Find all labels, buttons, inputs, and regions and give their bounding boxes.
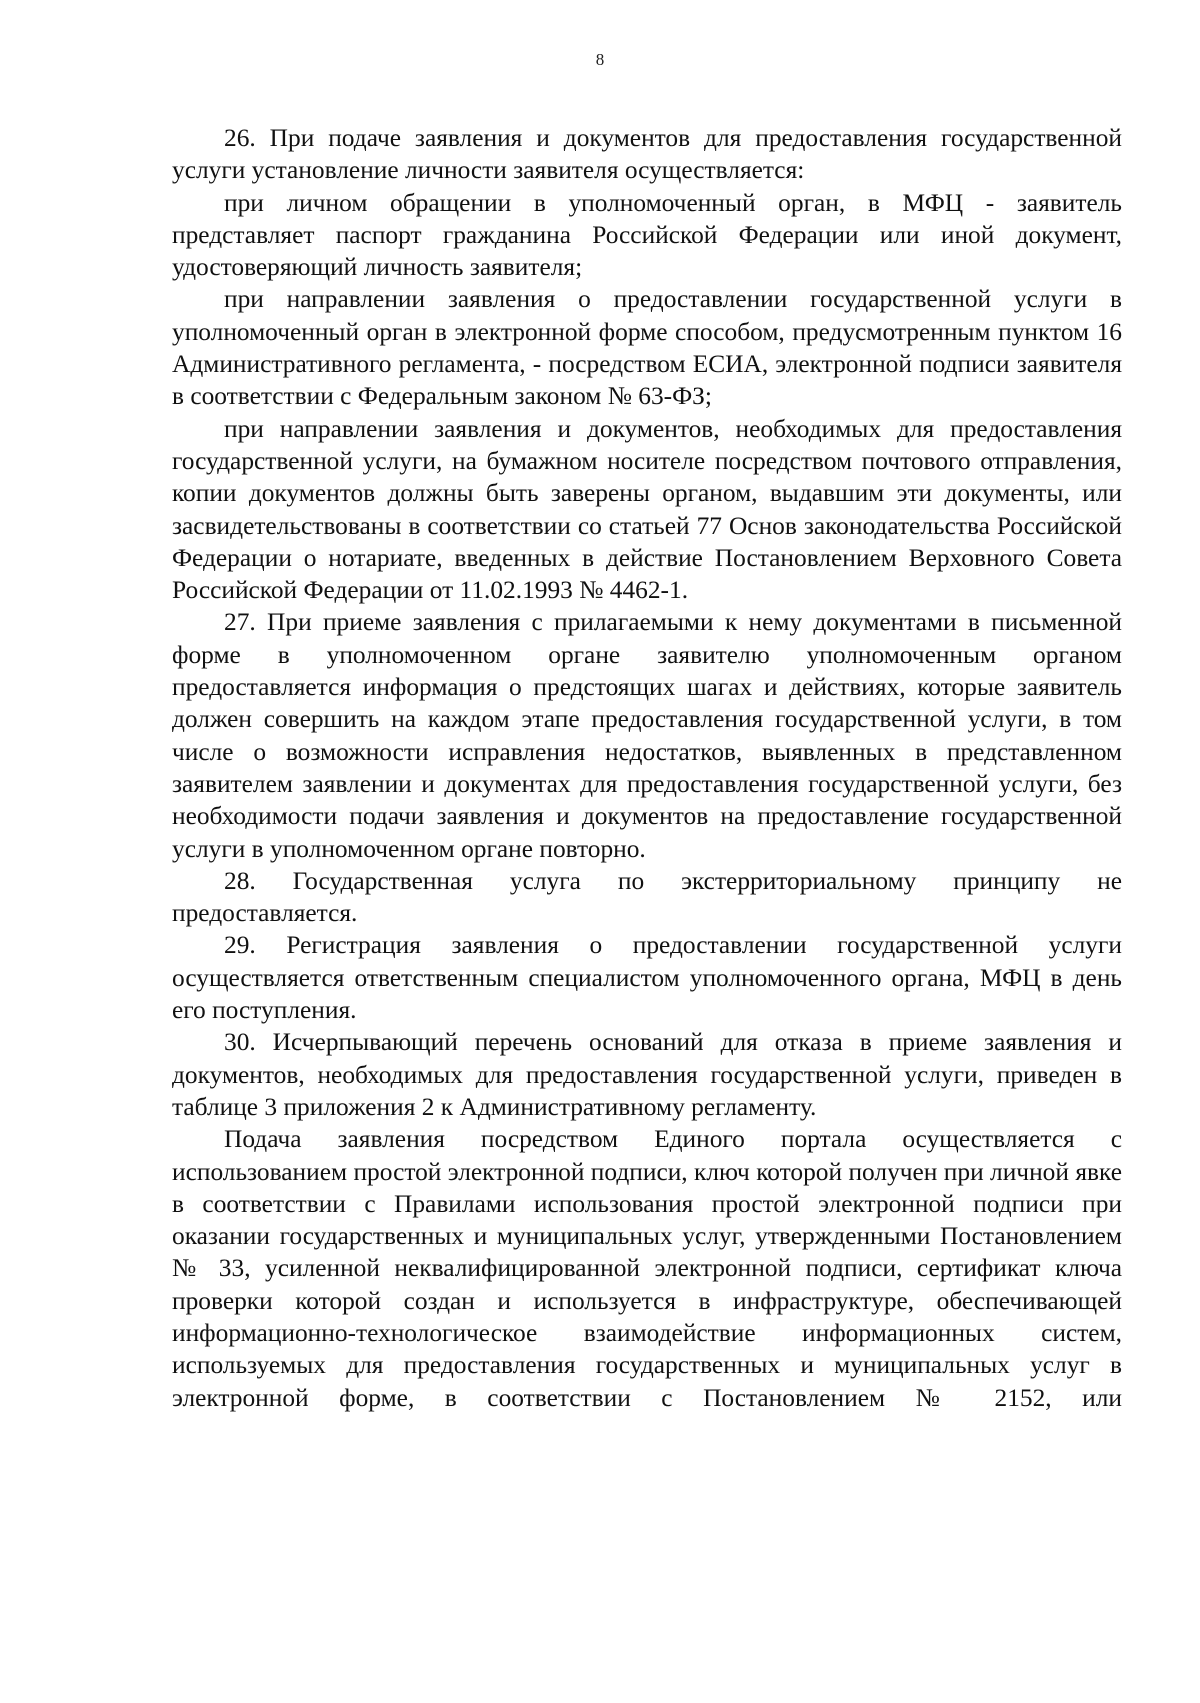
paragraph-26-electronic-submission: при направлении заявления о предоставлении государственной услуги в уполномоченный орган в электронной форме способом, предусмотренным пунктом 16 Административного регламента, - посредством ЕСИА, электронной подписи заявителя в соответствии с Федеральным законом № 63-ФЗ; — [172, 285, 1122, 411]
paragraph-26-postal-submission: при направлении заявления и документов, необходимых для предоставления государственной услуги, на бумажном носителе посредством почтового отправления, копии документов должны быть заверены органом, выдавшим эти документы, или засвидетельствованы в соответствии со статьей 77 Основ законодательства Российской Федерации о нотариате, введенных в действие Постановлением Верховного Совета Российской Федерации от 11.02.1993 № 4462-1. — [172, 414, 1122, 605]
paragraph-30: 30. Исчерпывающий перечень оснований для отказа в приеме заявления и документов, необходимых для предоставления государственной услуги, приведен в таблице 3 приложения 2 к Административному регламенту. — [172, 1028, 1122, 1121]
paragraph-unified-portal: Подача заявления посредством Единого портала осуществляется с использованием простой электронной подписи, ключ которой получен при личной явке в соответствии с Правилами использования простой электронной подписи при оказании государственных и муниципальных услуг, утвержденными Постановлением № 33, усиленной неквалифицированной электронной подписи, сертификат ключа проверки которой создан и используется в инфраструктуре, обеспечивающей информационно-технологическое взаимодействие информационных систем, используемых для предоставления государственных и муниципальных услуг в электронной форме, в соответствии с Постановлением № 2152, или — [172, 1125, 1122, 1412]
paragraph-29: 29. Регистрация заявления о предоставлении государственной услуги осуществляется ответственным специалистом уполномоченного органа, МФЦ в день его поступления. — [172, 931, 1122, 1025]
paragraph-28: 28. Государственная услуга по экстерриториальному принципу не предоставляется. — [172, 866, 1122, 928]
paragraph-27: 27. При приеме заявления с прилагаемыми к нему документами в письменной форме в уполномоченном органе заявителю уполномоченным органом предоставляется информация о предстоящих шагах и действиях, которые заявитель должен совершить на каждом этапе предоставления государственной услуги, в том числе о возможности исправления недостатков, выявленных в представленном заявителем заявлении и документах для предоставления государственной услуги, без необходимости подачи заявления и документов на предоставление государственной услуги в уполномоченном органе повторно. — [172, 608, 1122, 863]
page-number: 8 — [595, 50, 605, 69]
paragraph-26: 26. При подаче заявления и документов для предоставления государственной услуги установление личности заявителя осуществляется: — [172, 124, 1122, 185]
document-body — [172, 122, 1122, 1414]
paragraph-26-personal-visit: при личном обращении в уполномоченный орган, в МФЦ - заявитель представляет паспорт гражданина Российской Федерации или иной документ, удостоверяющий личность заявителя; — [172, 188, 1122, 282]
